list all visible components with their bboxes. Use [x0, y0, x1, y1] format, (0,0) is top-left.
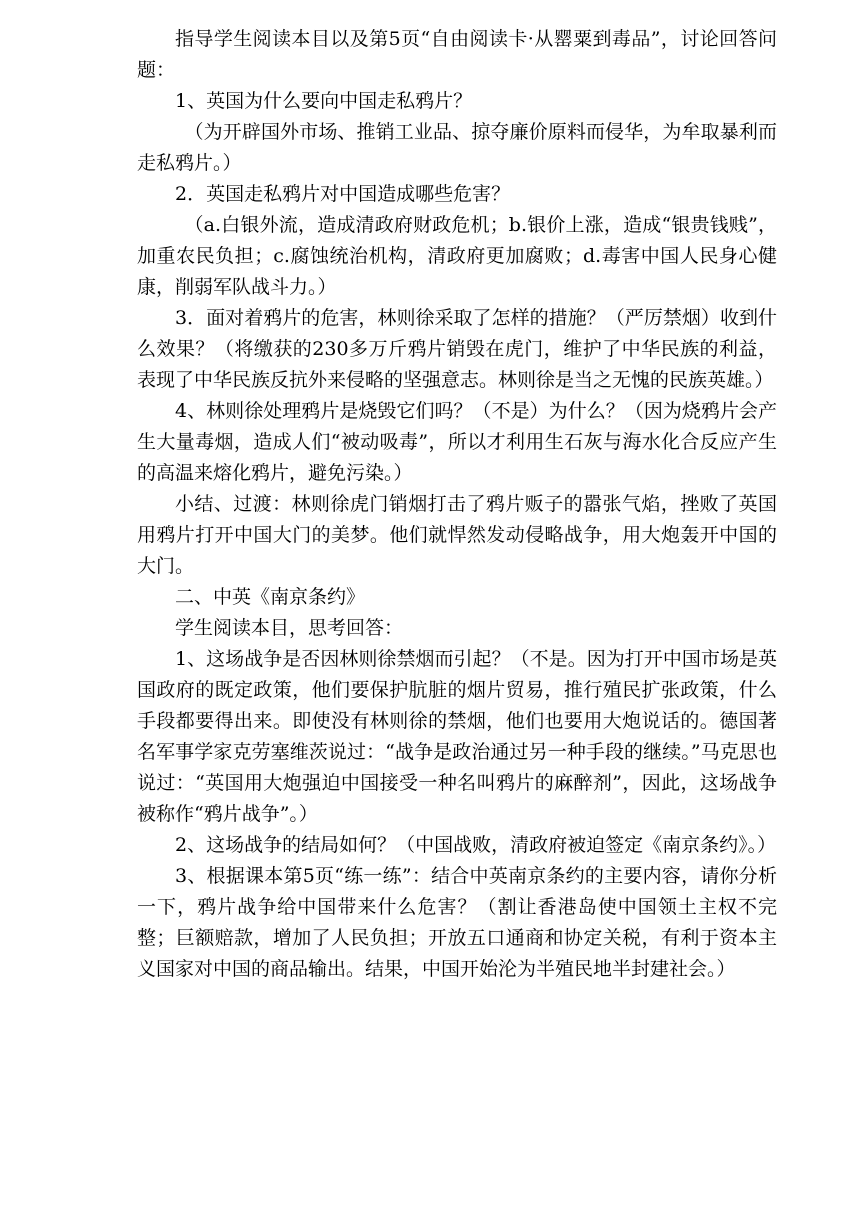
- question-4: 4、林则徐处理鸦片是烧毁它们吗？（不是）为什么？（因为烧鸦片会产生大量毒烟，造成人们“被动吸毒”，所以才利用生石灰与海水化合反应产生的高温来熔化鸦片，避免污染。）: [137, 400, 777, 484]
- section-heading: 二、中英《南京条约》: [175, 586, 366, 608]
- intro-paragraph: 指导学生阅读本目以及第5页“自由阅读卡·从罂粟到毒品”，讨论回答问题：: [137, 28, 777, 81]
- question-2: 2．英国走私鸦片对中国造成哪些危害？: [175, 183, 511, 205]
- reading-instruction: 学生阅读本目，思考回答：: [175, 617, 404, 639]
- summary-paragraph: 小结、过渡：林则徐虎门销烟打击了鸦片贩子的嚣张气焰，挫败了英国用鸦片打开中国大门的美梦。他们就悍然发动侵略战争，用大炮轰开中国的大门。: [137, 493, 777, 577]
- document-page: [137, 24, 777, 985]
- question-7: 3、根据课本第5页“练一练”：结合中英南京条约的主要内容，请你分析一下，鸦片战争给中国带来什么危害？（割让香港岛使中国领土主权不完整；巨额赔款，增加了人民负担；开放五口通商和协定关税，有利于资本主义国家对中国的商品输出。结果，中国开始沦为半殖民地半封建社会。）: [137, 865, 777, 980]
- answer-2: （a.白银外流，造成清政府财政危机；b.银价上涨，造成“银贵钱贱”，加重农民负担；c.腐蚀统治机构，清政府更加腐败；d.毒害中国人民身心健康，削弱军队战斗力。）: [137, 214, 777, 298]
- answer-1: （为开辟国外市场、推销工业品、掠夺廉价原料而侵华，为牟取暴利而走私鸦片。）: [137, 121, 777, 174]
- question-3: 3．面对着鸦片的危害，林则徐采取了怎样的措施？（严厉禁烟）收到什么效果？（将缴获的230多万斤鸦片销毁在虎门，维护了中华民族的利益，表现了中华民族反抗外来侵略的坚强意志。林则徐是当之无愧的民族英雄。）: [137, 307, 777, 391]
- question-1: 1、英国为什么要向中国走私鸦片？: [175, 90, 473, 112]
- question-5: 1、这场战争是否因林则徐禁烟而引起？（不是。因为打开中国市场是英国政府的既定政策，他们要保护肮脏的烟片贸易，推行殖民扩张政策，什么手段都要得出来。即使没有林则徐的禁烟，他们也要用大炮说话的。德国著名军事学家克劳塞维茨说过：“战争是政治通过另一种手段的继续。”马克思也说过：“英国用大炮强迫中国接受一种名叫鸦片的麻醉剂”，因此，这场战争被称作“鸦片战争”。）: [137, 648, 777, 825]
- question-6: 2、这场战争的结局如何？（中国战败，清政府被迫签定《南京条约》。）: [175, 834, 777, 856]
